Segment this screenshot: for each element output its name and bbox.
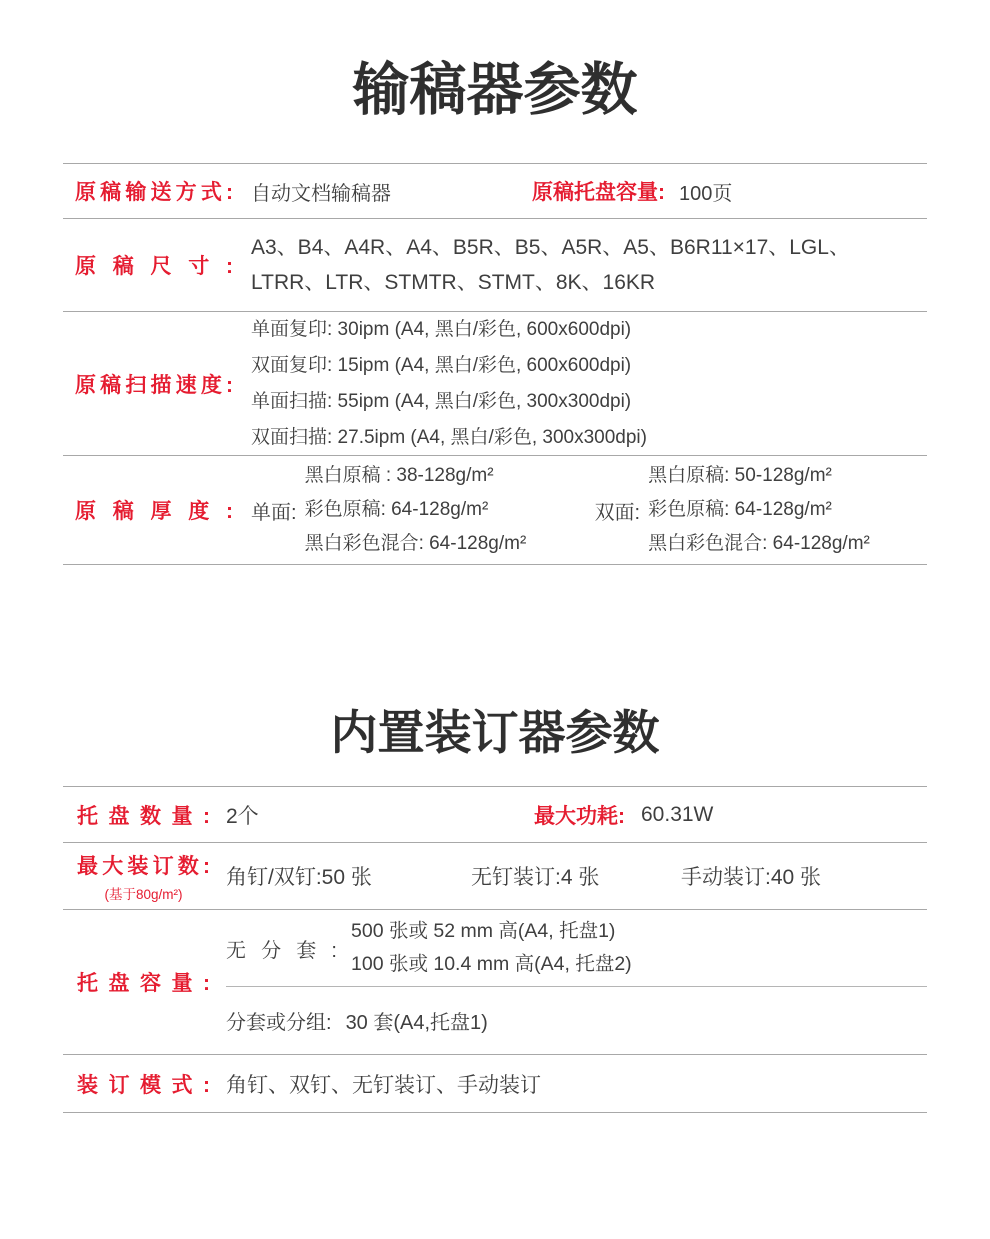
scan-speed-line: 双面扫描: 27.5ipm (A4, 黑白/彩色, 300x300dpi) (251, 426, 647, 448)
tray-capacity-label-box (77, 910, 210, 1054)
scan-speed-values (251, 312, 647, 456)
staple-corner-value: 角钉/双钉:50 张 (226, 866, 372, 889)
simplex-values (305, 459, 595, 561)
feed-method-label: 原稿输送方式: (75, 181, 233, 204)
row-scan-speed (63, 312, 927, 456)
sort-group-label: 分套或分组: (226, 1012, 332, 1034)
max-power-value: 60.31W (641, 802, 714, 826)
staple-mode-label: 装订模式: (77, 1073, 210, 1097)
scan-speed-line: 双面复印: 15ipm (A4, 黑白/彩色, 600x600dpi) (251, 354, 632, 376)
row-max-staple (63, 843, 927, 910)
max-staple-values (226, 861, 821, 891)
no-sort-subrow (226, 910, 927, 987)
original-thickness-label: 原稿厚度: (75, 500, 233, 523)
row-original-size (63, 219, 927, 312)
max-staple-label: 最大装订数: (77, 854, 210, 878)
no-sort-values (351, 915, 632, 981)
duplex-line: 黑白原稿: 50-128g/m² (648, 465, 832, 486)
original-size-label: 原稿尺寸: (75, 255, 233, 278)
simplex-line: 黑白原稿 : 38-128g/m² (304, 465, 494, 486)
feeder-spec-table (63, 163, 927, 565)
max-staple-note: (基于80g/m²) (104, 886, 183, 902)
duplex-line: 彩色原稿: 64-128g/m² (648, 499, 832, 520)
tray-count-label: 托盘数量: (77, 804, 210, 828)
tray-capacity-label: 托盘容量: (77, 972, 210, 995)
original-size-value: A3、B4、A4R、A4、B5R、B5、A5R、A5、B6R11×17、LGL、LTRR、LTR、STMTR、STMT、8K、16KR (251, 236, 850, 294)
row-tray-capacity (63, 910, 927, 1055)
staple-manual-value: 手动装订:40 张 (681, 866, 822, 889)
sort-group-subrow (226, 987, 927, 1054)
tray-count-value: 2个 (226, 804, 259, 828)
feed-tray-capacity-label: 原稿托盘容量: (532, 181, 665, 204)
finisher-spec-table (63, 786, 927, 1113)
row-tray-count (63, 787, 927, 843)
duplex-line: 黑白彩色混合: 64-128g/m² (648, 533, 870, 554)
no-sort-line: 500 张或 52 mm 高(A4, 托盘1) (351, 920, 616, 942)
feeder-section-title: 输稿器参数 (352, 58, 638, 122)
max-staple-label-block (77, 850, 210, 903)
duplex-values (648, 459, 870, 561)
sort-group-value: 30 套(A4,托盘1) (345, 1012, 488, 1034)
scan-speed-line: 单面扫描: 55ipm (A4, 黑白/彩色, 300x300dpi) (251, 390, 632, 412)
feed-tray-capacity-value: 100页 (679, 182, 733, 205)
scan-speed-label: 原稿扫描速度: (75, 373, 233, 397)
max-power-label: 最大功耗: (534, 804, 625, 828)
staple-stapleless-value: 无钉装订:4 张 (471, 866, 600, 889)
feed-method-value: 自动文档输稿器 (251, 182, 391, 205)
thickness-values (251, 459, 870, 561)
row-staple-mode (63, 1055, 927, 1113)
simplex-line: 彩色原稿: 64-128g/m² (304, 499, 489, 520)
spec-sheet (63, 0, 927, 1113)
duplex-label: 双面: (594, 501, 641, 524)
finisher-section-title: 内置装订器参数 (330, 706, 660, 759)
row-feed-method (63, 164, 927, 219)
scan-speed-line: 单面复印: 30ipm (A4, 黑白/彩色, 600x600dpi) (251, 318, 632, 340)
staple-mode-value: 角钉、双钉、无钉装订、手动装订 (226, 1073, 541, 1097)
row-original-thickness (63, 456, 927, 565)
simplex-line: 黑白彩色混合: 64-128g/m² (304, 533, 527, 554)
tray-capacity-values (226, 910, 927, 1054)
no-sort-line: 100 张或 10.4 mm 高(A4, 托盘2) (351, 953, 632, 975)
no-sort-label: 无分套: (226, 939, 337, 962)
simplex-label: 单面: (251, 501, 297, 524)
